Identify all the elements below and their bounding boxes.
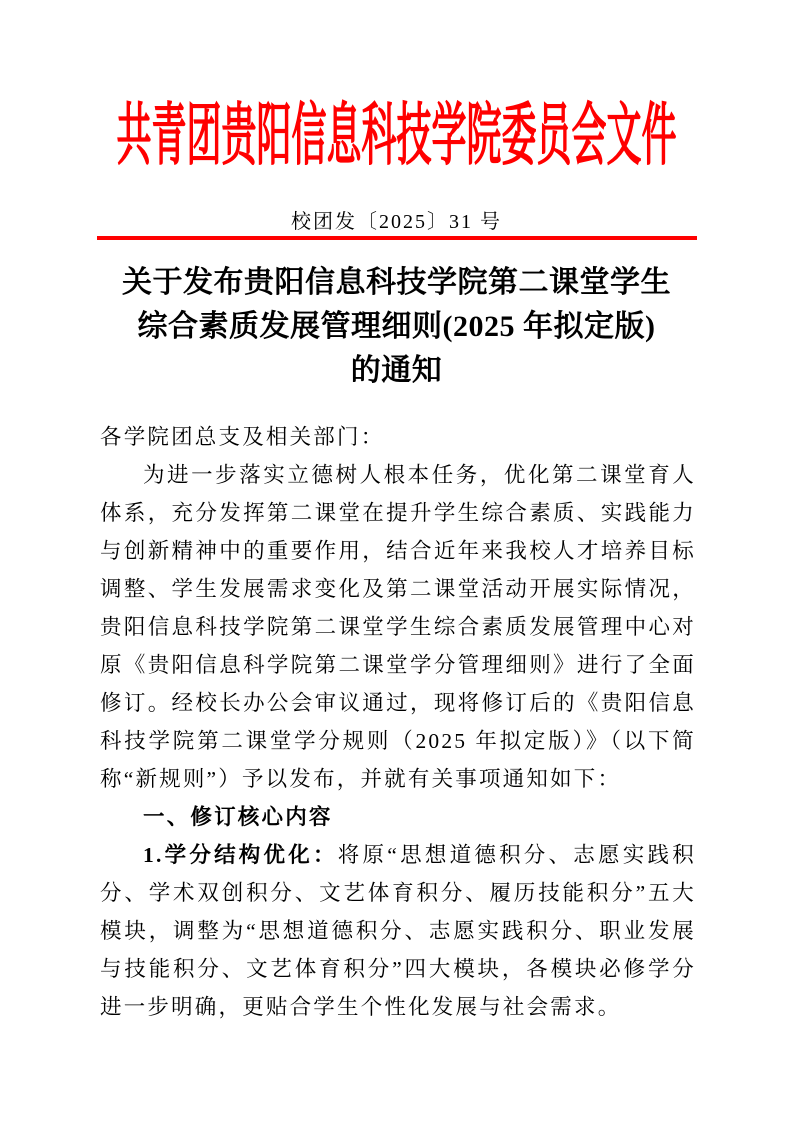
salutation: 各学院团总支及相关部门： [100,425,385,449]
document-body [100,418,696,1026]
document-title-line-2: 综合素质发展管理细则(2025 年拟定版) [137,310,656,343]
item-1-label: 1.学分结构优化： [143,843,338,867]
document-title-line-1: 关于发布贵阳信息科技学院第二课堂学生 [122,266,671,299]
red-divider-line [97,236,697,240]
letterhead [0,98,793,175]
document-title-line-3: 的通知 [350,354,443,387]
document-number: 校团发〔2025〕31 号 [291,211,502,233]
document-title [0,261,793,393]
item-1-paragraph [100,836,696,1026]
item-1-text: 将原“思想道德积分、志愿实践积分、学术双创积分、文艺体育积分、履历技能积分”五大模块，调整为“思想道德积分、志愿实践积分、职业发展与技能积分、文艺体育积分”四大模块，各模块必修学分进一步明确，更贴合学生个性化发展与社会需求。 [100,843,696,1019]
intro-paragraph: 为进一步落实立德树人根本任务，优化第二课堂育人体系，充分发挥第二课堂在提升学生综合素质、实践能力与创新精神中的重要作用，结合近年来我校人才培养目标调整、学生发展需求变化及第二课堂活动开展实际情况，贵阳信息科技学院第二课堂学生综合素质发展管理中心对原《贵阳信息科学院第二课堂学分管理细则》进行了全面修订。经校长办公会审议通过，现将修订后的《贵阳信息科技学院第二课堂学分规则（2025 年拟定版）》（以下简称“新规则”）予以发布，并就有关事项通知如下： [100,463,696,791]
letterhead-title: 共青团贵阳信息科技学院委员会文件 [116,98,677,175]
section-heading: 一、修订核心内容 [143,805,333,829]
